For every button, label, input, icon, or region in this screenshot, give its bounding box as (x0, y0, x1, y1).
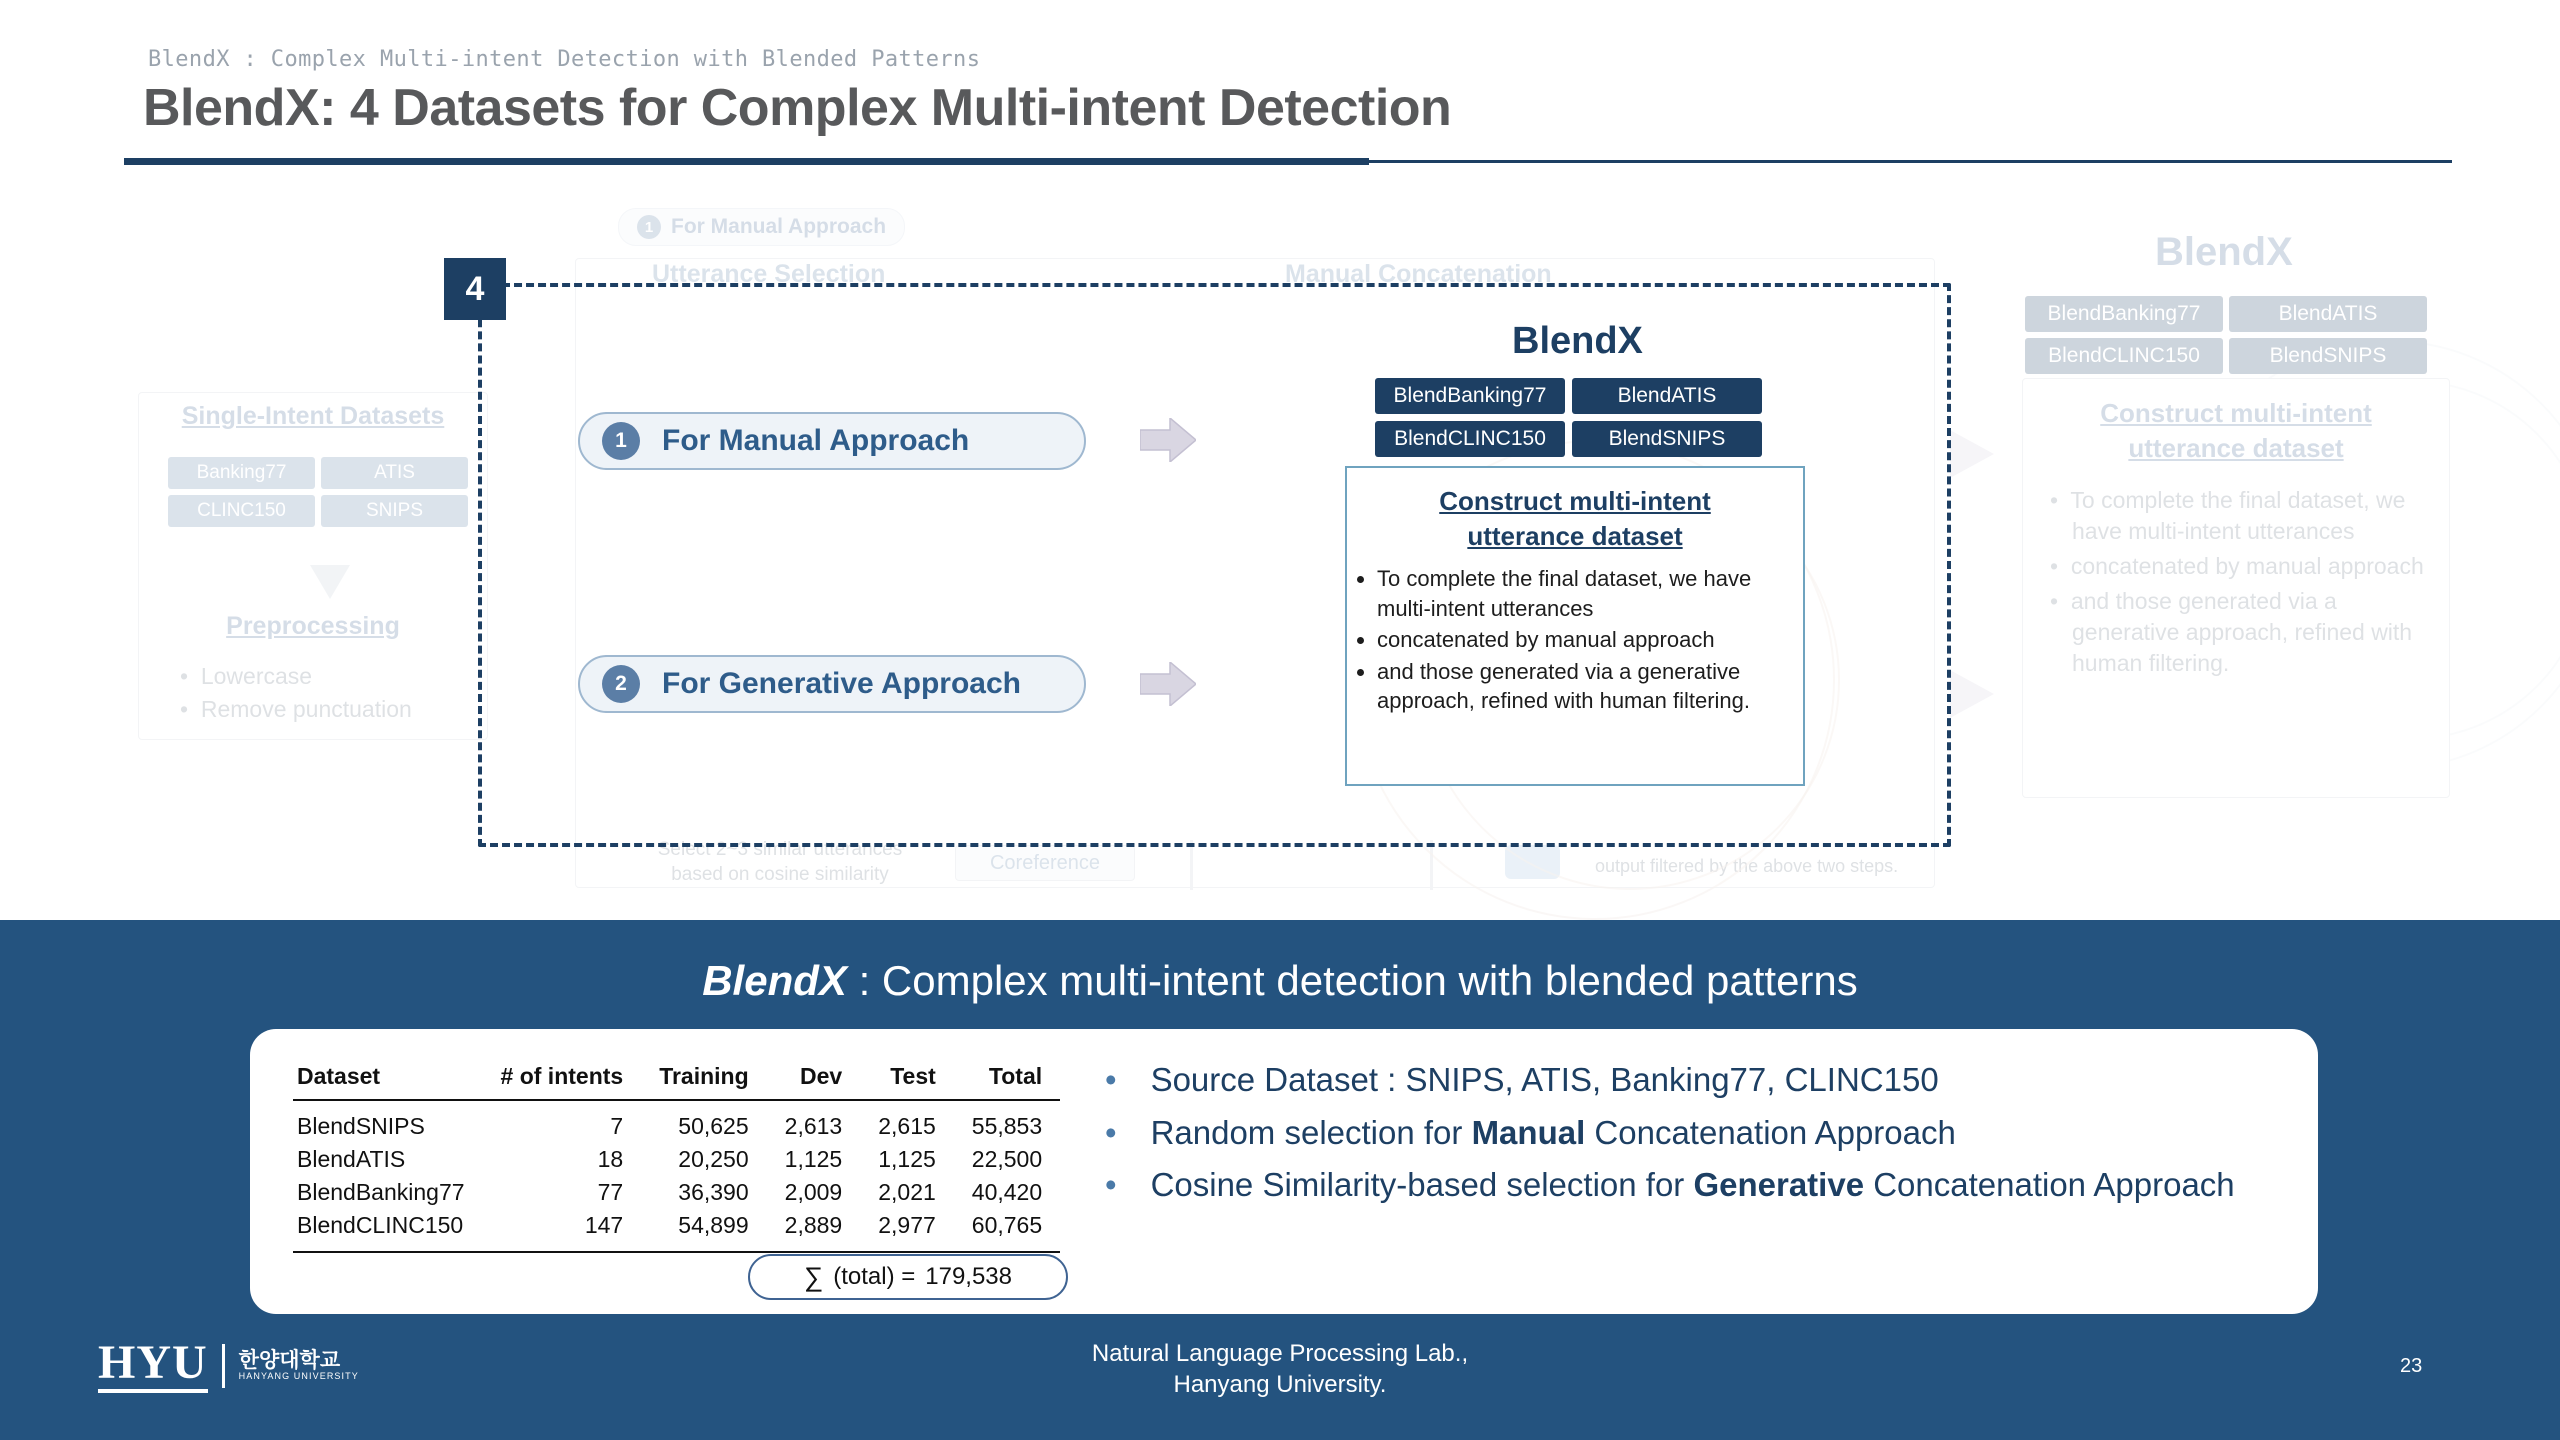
sigma-icon: ∑ (803, 1261, 824, 1292)
cell-dataset: BlendATIS (297, 1146, 406, 1172)
step-number: 2 (602, 665, 640, 703)
page-number: 23 (2400, 1355, 2423, 1377)
title-rule-secondary (1369, 160, 2452, 163)
cell-total: 60,765 (954, 1209, 1060, 1252)
blendx-chip-list (1375, 378, 1785, 457)
preprocessing-item: • Lowercase (180, 663, 313, 689)
table-row (293, 1176, 1060, 1209)
step-number: 1 (602, 422, 640, 460)
single-intent-chip-list (168, 457, 468, 527)
construct-dataset-item: • To complete the final dataset, we have multi-intent utterances (1377, 564, 1781, 623)
cell-training: 36,390 (678, 1179, 749, 1205)
right-panel-chip-list (2025, 296, 2445, 374)
arrow-right-icon (1140, 662, 1196, 706)
label-coreference: Coreference (989, 852, 1101, 874)
cell-training: 54,899 (641, 1209, 766, 1252)
dataset-stats-table (293, 1063, 1060, 1253)
callout-step-badge: 4 (444, 258, 506, 320)
cell-training: 20,250 (678, 1146, 749, 1172)
cell-intents: 18 (597, 1146, 624, 1172)
blendx-chip: BlendBanking77 (2025, 296, 2223, 332)
blendx-chip: BlendCLINC150 (1375, 421, 1565, 457)
bullet-text: Cosine Similarity-based selection for Generative Concatenation Approach (1150, 1166, 2235, 1204)
dataset-chip: SNIPS (321, 495, 468, 527)
table-row (293, 1209, 1060, 1252)
bullet-item (1105, 1113, 2285, 1153)
bullet-text: Random selection for Manual Concatenation Approach (1150, 1113, 1956, 1151)
blendx-chip: BlendCLINC150 (2025, 338, 2223, 374)
ghost-header-manual (618, 208, 905, 246)
down-arrow-icon (310, 565, 350, 599)
cell-test: 2,021 (878, 1179, 936, 1205)
ghost-step-label: For Manual Approach (671, 215, 887, 238)
table-row (293, 1100, 1060, 1143)
logo-english: HANYANG UNIVERSITY (238, 1371, 359, 1382)
col-dataset: Dataset (293, 1063, 483, 1100)
cell-dataset: BlendSNIPS (297, 1113, 425, 1139)
page-title: BlendX: 4 Datasets for Complex Multi-intent Detection (143, 79, 1452, 137)
cell-intents: 7 (610, 1113, 624, 1139)
cell-intents: 147 (483, 1209, 642, 1252)
logo-korean: 한양대학교 (238, 1349, 341, 1373)
table-row (293, 1143, 1060, 1176)
cell-total: 40,420 (971, 1179, 1043, 1205)
col-dev: Dev (767, 1063, 861, 1100)
arrow-right-icon (1140, 418, 1196, 462)
bullet-marker: • (1105, 1113, 1117, 1151)
construct-dataset-item: • and those generated via a generative approach, refined with human filtering. (1377, 657, 1781, 716)
dataset-chip: Banking77 (168, 457, 315, 489)
cell-dev: 1,125 (784, 1146, 843, 1172)
bullet-item (1105, 1165, 2285, 1205)
logo-mark: HYU (98, 1339, 208, 1393)
construct-dataset-box (1345, 466, 1805, 786)
footer-lab-line1: Natural Language Processing Lab., (1091, 1340, 1469, 1367)
col-test: Test (860, 1063, 954, 1100)
right-arrow-icon (1950, 430, 1994, 478)
bullet-text: Source Dataset : SNIPS, ATIS, Banking77, CLINC150 (1150, 1061, 1939, 1098)
label-cosine-note: Select 2~3 similar utterances based on cosine similarity (657, 839, 903, 885)
preprocessing-title: Preprocessing (226, 612, 400, 640)
step-label: For Manual Approach (662, 424, 970, 457)
blendx-chip: BlendATIS (2229, 296, 2427, 332)
right-detail-item: • To complete the final dataset, we have multi-intent utterances (2050, 487, 2406, 545)
cell-dataset: BlendBanking77 (297, 1179, 465, 1205)
step-label: For Generative Approach (662, 667, 1021, 700)
cell-dev: 2,009 (784, 1179, 843, 1205)
band-title (0, 957, 2560, 1005)
total-value: 179,538 (925, 1263, 1013, 1290)
table-header-row (293, 1063, 1060, 1100)
cell-intents: 77 (597, 1179, 624, 1205)
cell-test: 2,615 (878, 1113, 936, 1139)
right-detail-title: Construct multi-intent utterance dataset (2100, 398, 2372, 464)
construct-dataset-list (1377, 564, 1781, 715)
preprocessing-item: • Remove punctuation (180, 696, 412, 723)
total-label: (total) = (833, 1263, 916, 1290)
cell-dev: 2,889 (767, 1209, 861, 1252)
blendx-chip: BlendSNIPS (1572, 421, 1762, 457)
cell-dev: 2,613 (784, 1113, 843, 1139)
label-manual-concatenation: Manual Concatenation (1285, 260, 1552, 288)
blendx-title: BlendX (1512, 320, 1643, 362)
step-manual-approach[interactable] (578, 412, 1086, 470)
construct-dataset-title: Construct multi-intent utterance dataset (1439, 486, 1711, 552)
summary-bullets (1105, 1060, 2285, 1218)
preprocessing-list (180, 660, 412, 727)
cell-dataset: BlendCLINC150 (293, 1209, 483, 1252)
blendx-chip: BlendBanking77 (1375, 378, 1565, 414)
blendx-chip: BlendATIS (1572, 378, 1762, 414)
bullet-marker: • (1105, 1166, 1117, 1204)
col-total: Total (954, 1063, 1060, 1100)
cell-total: 22,500 (971, 1146, 1043, 1172)
bullet-item (1105, 1060, 2285, 1100)
footer-lab-line2: Hanyang University. (1173, 1371, 1387, 1399)
label-filter-note: output filtered by the above two steps. (1595, 856, 1899, 876)
blendx-chip: BlendSNIPS (2229, 338, 2427, 374)
coreference-chip-frame (955, 845, 1135, 881)
right-panel-title: BlendX (2155, 230, 2293, 274)
right-arrow-icon (1950, 670, 1994, 718)
footer-lab (0, 1338, 2560, 1400)
slide-eyebrow: BlendX : Complex Multi-intent Detection with Blended Patterns (148, 47, 981, 72)
cell-test: 1,125 (878, 1146, 936, 1172)
divider-vertical-2 (1190, 840, 1193, 890)
total-badge (748, 1254, 1068, 1300)
label-utterance-selection: Utterance Selection (652, 260, 886, 288)
ghost-step-number: 1 (637, 215, 661, 239)
dataset-chip: CLINC150 (168, 495, 315, 527)
col-training: Training (641, 1063, 766, 1100)
band-title-rest: : Complex multi-intent detection with blended patterns (846, 957, 1858, 1004)
title-rule-primary (124, 158, 1369, 165)
col-intents: # of intents (483, 1063, 642, 1100)
band-title-emphasis: BlendX (702, 957, 847, 1004)
construct-dataset-item: • concatenated by manual approach (1377, 625, 1781, 654)
cell-training: 50,625 (678, 1113, 749, 1139)
right-detail-item: • concatenated by manual approach (2050, 553, 2424, 580)
dataset-chip: ATIS (321, 457, 468, 489)
bullet-marker: • (1105, 1061, 1117, 1098)
step-generative-approach[interactable] (578, 655, 1086, 713)
right-detail-list (2050, 485, 2440, 679)
cell-total: 55,853 (971, 1113, 1043, 1139)
right-detail-item: • and those generated via a generative approach, refined with human filtering. (2050, 588, 2413, 677)
cell-test: 2,977 (860, 1209, 954, 1252)
single-intent-title: Single-Intent Datasets (181, 402, 445, 430)
